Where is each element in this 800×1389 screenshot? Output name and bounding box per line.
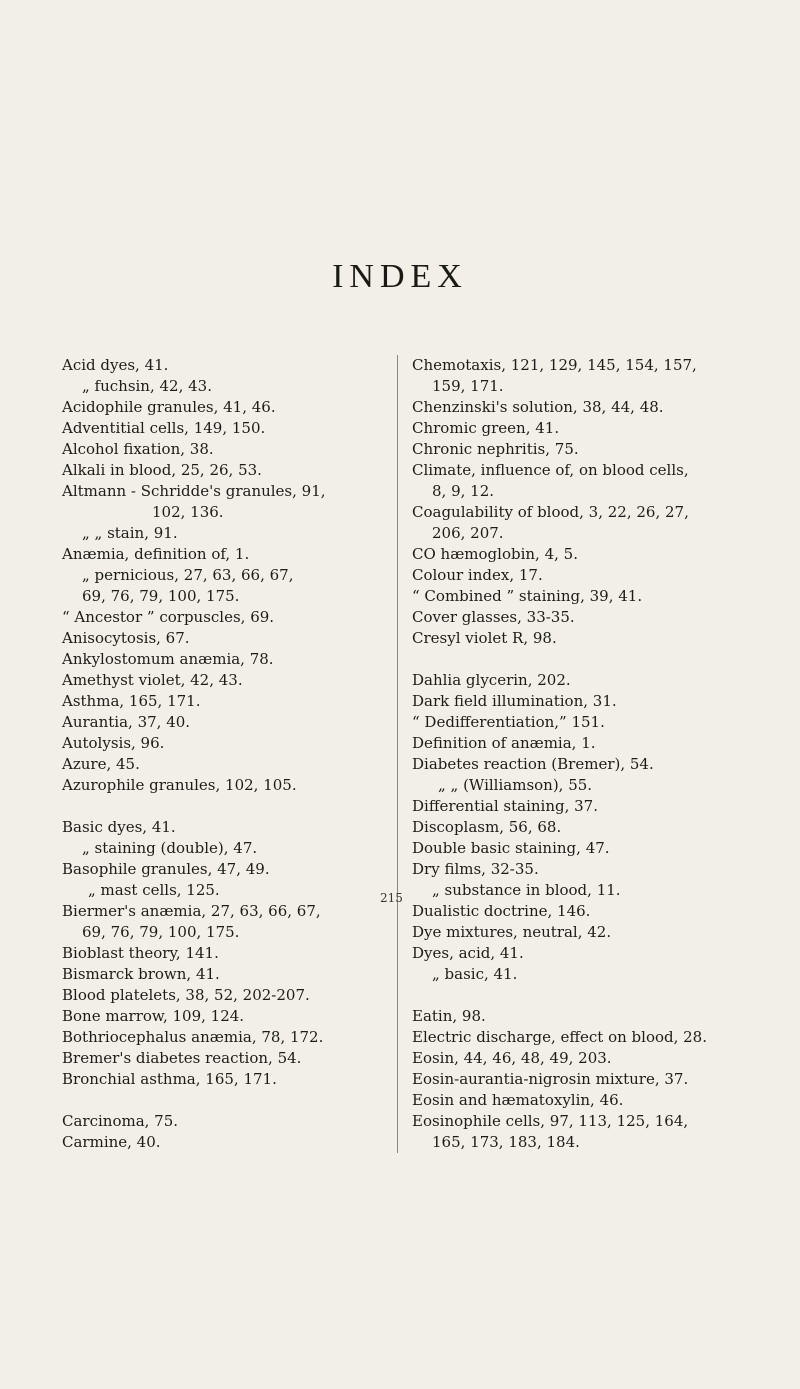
index-entry-text: „ fuchsin, 42, 43.	[82, 377, 212, 395]
index-entry	[412, 712, 792, 733]
index-entry	[62, 544, 380, 565]
index-entry-text: Dye mixtures, neutral, 42.	[412, 923, 612, 941]
index-entry-text: Asthma, 165, 171.	[62, 692, 201, 710]
index-entry-continuation: 206, 207.	[432, 524, 504, 542]
index-entry-text: Coagulability of blood, 3, 22, 26, 27,	[412, 503, 689, 521]
index-entry	[62, 649, 380, 670]
index-entry	[412, 901, 792, 922]
index-entry-text: Alcohol fixation, 38.	[62, 440, 214, 458]
index-entry	[412, 355, 792, 397]
index-entry-text: Bismarck brown, 41.	[62, 965, 220, 983]
index-entry	[412, 817, 792, 838]
index-column-right	[397, 355, 792, 1153]
index-entry	[62, 691, 380, 712]
index-entry	[412, 859, 792, 880]
index-entry	[412, 628, 792, 649]
index-entry-text: Carcinoma, 75.	[62, 1112, 179, 1130]
index-entry-text: Colour index, 17.	[412, 566, 543, 584]
index-entry-text: Anisocytosis, 67.	[62, 629, 190, 647]
index-entry	[412, 1006, 792, 1027]
index-entry	[62, 607, 380, 628]
index-entry	[62, 817, 380, 838]
index-entry-text: „ substance in blood, 11.	[432, 881, 621, 899]
index-entry-continuation: 69, 76, 79, 100, 175.	[82, 587, 240, 605]
index-entry	[412, 502, 792, 544]
index-entry-text: „ basic, 41.	[432, 965, 518, 983]
index-entry	[412, 1090, 792, 1111]
index-entry-text: Cresyl violet R, 98.	[412, 629, 557, 647]
index-entry-text: Dark field illumination, 31.	[412, 692, 617, 710]
index-entry-text: Diabetes reaction (Bremer), 54.	[412, 755, 654, 773]
index-entry-text: Acidophile granules, 41, 46.	[62, 398, 276, 416]
section-gap	[62, 1090, 380, 1111]
index-entry	[412, 943, 792, 964]
index-entry-text: Anæmia, definition of, 1.	[62, 545, 250, 563]
index-entry	[62, 1006, 380, 1027]
index-entry-text: Bothriocephalus anæmia, 78, 172.	[62, 1028, 324, 1046]
index-entry	[62, 418, 380, 439]
index-entry-text: Electric discharge, effect on blood, 28.	[412, 1028, 707, 1046]
index-entry	[412, 607, 792, 628]
index-entry	[412, 439, 792, 460]
index-entry	[62, 733, 380, 754]
index-entry-text: Autolysis, 96.	[62, 734, 165, 752]
index-entry	[62, 901, 380, 943]
index-entry-text: Bremer's diabetes reaction, 54.	[62, 1049, 302, 1067]
index-entry	[62, 439, 380, 460]
index-entry	[62, 523, 380, 544]
index-entry-text: Eosinophile cells, 97, 113, 125, 164,	[412, 1112, 689, 1130]
index-entry	[62, 397, 380, 418]
index-entry	[62, 880, 380, 901]
index-entry	[62, 628, 380, 649]
index-entry-text: Adventitial cells, 149, 150.	[62, 419, 266, 437]
index-entry	[62, 1111, 380, 1132]
page-title: INDEX	[332, 258, 468, 295]
index-entry-text: Blood platelets, 38, 52, 202-207.	[62, 986, 310, 1004]
index-entry-text: Eosin and hæmatoxylin, 46.	[412, 1091, 624, 1109]
index-entry	[62, 481, 380, 523]
index-entry	[62, 670, 380, 691]
section-gap	[412, 985, 792, 1006]
index-entry	[412, 586, 792, 607]
index-entry	[62, 859, 380, 880]
index-entry-text: „ „ (Williamson), 55.	[438, 776, 593, 794]
index-entry-text: Climate, influence of, on blood cells,	[412, 461, 689, 479]
index-entry-text: „ „ stain, 91.	[82, 524, 178, 542]
index-entry-text: Eosin-aurantia-nigrosin mixture, 37.	[412, 1070, 689, 1088]
index-entry-text: Differential staining, 37.	[412, 797, 598, 815]
index-entry-text: Chenzinski's solution, 38, 44, 48.	[412, 398, 664, 416]
index-entry-text: Acid dyes, 41.	[62, 356, 169, 374]
index-entry	[62, 1132, 380, 1153]
index-entry	[62, 838, 380, 859]
index-entry-continuation: 102, 136.	[152, 503, 224, 521]
index-entry-text: Dyes, acid, 41.	[412, 944, 524, 962]
index-entry-continuation: 165, 173, 183, 184.	[432, 1133, 580, 1151]
index-entry	[412, 544, 792, 565]
index-entry-text: CO hæmoglobin, 4, 5.	[412, 545, 578, 563]
index-entry	[412, 922, 792, 943]
index-entry-continuation: 69, 76, 79, 100, 175.	[82, 923, 240, 941]
index-entry-text: Bronchial asthma, 165, 171.	[62, 1070, 277, 1088]
index-entry	[62, 775, 380, 796]
index-entry-text: „ staining (double), 47.	[82, 839, 258, 857]
index-entry-text: Chromic green, 41.	[412, 419, 560, 437]
index-entry	[62, 985, 380, 1006]
index-entry-text: “ Dedifferentiation,” 151.	[412, 713, 605, 731]
index-entry-text: Alkali in blood, 25, 26, 53.	[62, 461, 262, 479]
index-entry	[412, 418, 792, 439]
index-entry	[412, 754, 792, 775]
index-entry	[412, 880, 792, 901]
index-entry-text: Chronic nephritis, 75.	[412, 440, 579, 458]
index-entry	[62, 1027, 380, 1048]
index-entry	[412, 1048, 792, 1069]
index-entry	[62, 376, 380, 397]
section-gap	[62, 796, 380, 817]
index-entry	[412, 670, 792, 691]
index-entry	[412, 838, 792, 859]
index-entry	[412, 1111, 792, 1153]
index-entry-text: “ Ancestor ” corpuscles, 69.	[62, 608, 275, 626]
index-entry-text: Biermer's anæmia, 27, 63, 66, 67,	[62, 902, 321, 920]
index-entry	[412, 964, 792, 985]
index-entry-text: Aurantia, 37, 40.	[62, 713, 191, 731]
index-entry	[62, 943, 380, 964]
index-entry	[412, 397, 792, 418]
index-entry-text: Bioblast theory, 141.	[62, 944, 219, 962]
index-entry	[62, 355, 380, 376]
index-entry-continuation: 8, 9, 12.	[432, 482, 495, 500]
index-entry-text: Definition of anæmia, 1.	[412, 734, 596, 752]
index-entry-text: Amethyst violet, 42, 43.	[62, 671, 243, 689]
index-entry-text: Dahlia glycerin, 202.	[412, 671, 571, 689]
index-entry	[412, 733, 792, 754]
index-entry	[412, 691, 792, 712]
section-gap	[412, 649, 792, 670]
index-entry-text: Azure, 45.	[62, 755, 140, 773]
index-entry-text: Bone marrow, 109, 124.	[62, 1007, 245, 1025]
index-entry-continuation: 159, 171.	[432, 377, 504, 395]
index-entry	[62, 754, 380, 775]
index-entry-text: Eosin, 44, 46, 48, 49, 203.	[412, 1049, 612, 1067]
index-entry-text: Dualistic doctrine, 146.	[412, 902, 591, 920]
index-entry-text: Basophile granules, 47, 49.	[62, 860, 270, 878]
index-entry	[412, 796, 792, 817]
index-entry-text: Carmine, 40.	[62, 1133, 161, 1151]
index-column-left	[62, 355, 380, 1153]
index-entry-text: Double basic staining, 47.	[412, 839, 610, 857]
index-entry	[412, 460, 792, 502]
index-entry	[62, 460, 380, 481]
index-entry	[412, 565, 792, 586]
index-entry-text: Eatin, 98.	[412, 1007, 486, 1025]
index-entry-text: Cover glasses, 33-35.	[412, 608, 575, 626]
index-entry-text: Altmann - Schridde's granules, 91,	[62, 482, 326, 500]
index-entry	[62, 712, 380, 733]
index-entry-text: “ Combined ” staining, 39, 41.	[412, 587, 643, 605]
index-entry-text: Azurophile granules, 102, 105.	[62, 776, 297, 794]
index-entry	[412, 1027, 792, 1048]
index-entry	[412, 775, 792, 796]
index-entry-text: Dry films, 32-35.	[412, 860, 539, 878]
index-entry-text: Chemotaxis, 121, 129, 145, 154, 157,	[412, 356, 697, 374]
index-entry	[62, 565, 380, 607]
page-number: 215	[380, 891, 403, 905]
index-entry	[62, 1069, 380, 1090]
index-entry-text: „ mast cells, 125.	[88, 881, 220, 899]
index-entry	[412, 1069, 792, 1090]
index-entry-text: „ pernicious, 27, 63, 66, 67,	[82, 566, 294, 584]
index-entry-text: Ankylostomum anæmia, 78.	[62, 650, 274, 668]
index-entry-text: Discoplasm, 56, 68.	[412, 818, 562, 836]
index-entry	[62, 964, 380, 985]
index-entry-text: Basic dyes, 41.	[62, 818, 176, 836]
index-entry	[62, 1048, 380, 1069]
